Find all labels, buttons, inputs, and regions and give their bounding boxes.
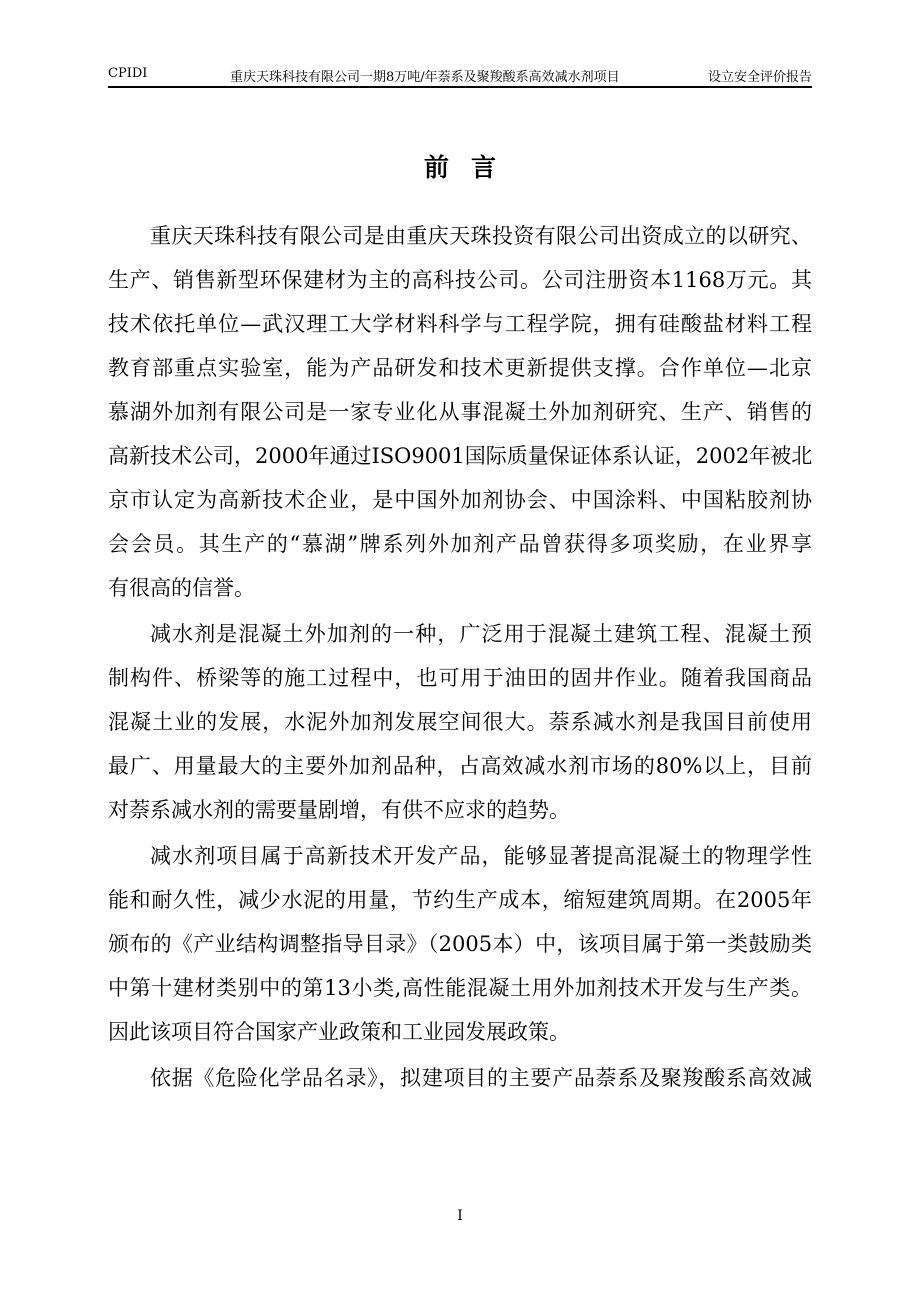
header-report-type: 设立安全评价报告 <box>707 70 812 85</box>
text-line: 混凝土业的发展，水泥外加剂发展空间很大。萘系减水剂是我国目前使用 <box>108 710 812 734</box>
text-line: 生产、销售新型环保建材为主的高科技公司。公司注册资本1168万元。其 <box>108 268 812 292</box>
header-project-title: 重庆天珠科技有限公司一期8万吨/年萘系及聚羧酸系高效减水剂项目 <box>230 70 620 85</box>
text-line: 慕湖外加剂有限公司是一家专业化从事混凝土外加剂研究、生产、销售的 <box>108 400 812 424</box>
text-line: 减水剂项目属于高新技术开发产品，能够显著提高混凝土的物理学性 <box>150 844 812 868</box>
page-title: 前言 <box>423 153 518 182</box>
paragraph <box>108 214 812 610</box>
text-line: 会会员。其生产的“慕湖”牌系列外加剂产品曾获得多项奖励，在业界享 <box>108 532 812 556</box>
paragraph <box>108 1056 812 1100</box>
text-line: 能和耐久性，减少水泥的用量，节约生产成本，缩短建筑周期。在2005年 <box>108 888 812 912</box>
header-divider <box>108 86 812 88</box>
text-line: 制构件、桥梁等的施工过程中，也可用于油田的固井作业。随着我国商品 <box>108 666 812 690</box>
paragraph <box>108 834 812 1054</box>
page-number: I <box>457 1208 463 1224</box>
text-line: 高新技术公司，2000年通过ISO9001国际质量保证体系认证，2002年被北 <box>108 444 813 468</box>
paragraph <box>108 612 812 832</box>
text-line: 技术依托单位—武汉理工大学材料科学与工程学院，拥有硅酸盐材料工程 <box>108 312 812 336</box>
text-line: 京市认定为高新技术企业，是中国外加剂协会、中国涂料、中国粘胶剂协 <box>108 488 812 512</box>
text-line: 最广、用量最大的主要外加剂品种，占高效减水剂市场的80%以上，目前 <box>108 754 812 778</box>
text-line: 颁布的《产业结构调整指导目录》（2005本）中，该项目属于第一类鼓励类 <box>108 932 812 956</box>
text-line: 中第十建材类别中的第13小类,高性能混凝土用外加剂技术开发与生产类。 <box>108 976 812 1000</box>
page-header <box>108 62 812 86</box>
text-line: 对萘系减水剂的需要量剧增，有供不应求的趋势。 <box>108 798 570 822</box>
text-line: 教育部重点实验室，能为产品研发和技术更新提供支撑。合作单位—北京 <box>108 356 812 380</box>
text-line: 重庆天珠科技有限公司是由重庆天珠投资有限公司出资成立的以研究、 <box>150 224 812 248</box>
text-line: 减水剂是混凝土外加剂的一种，广泛用于混凝土建筑工程、混凝土预 <box>150 622 812 646</box>
text-line: 因此该项目符合国家产业政策和工业园发展政策。 <box>108 1020 570 1044</box>
text-line: 依据《危险化学品名录》，拟建项目的主要产品萘系及聚羧酸系高效减 <box>150 1066 812 1090</box>
text-line: 有很高的信誉。 <box>108 576 255 600</box>
header-org-code: CPIDI <box>108 66 148 81</box>
document-body <box>108 214 812 1102</box>
